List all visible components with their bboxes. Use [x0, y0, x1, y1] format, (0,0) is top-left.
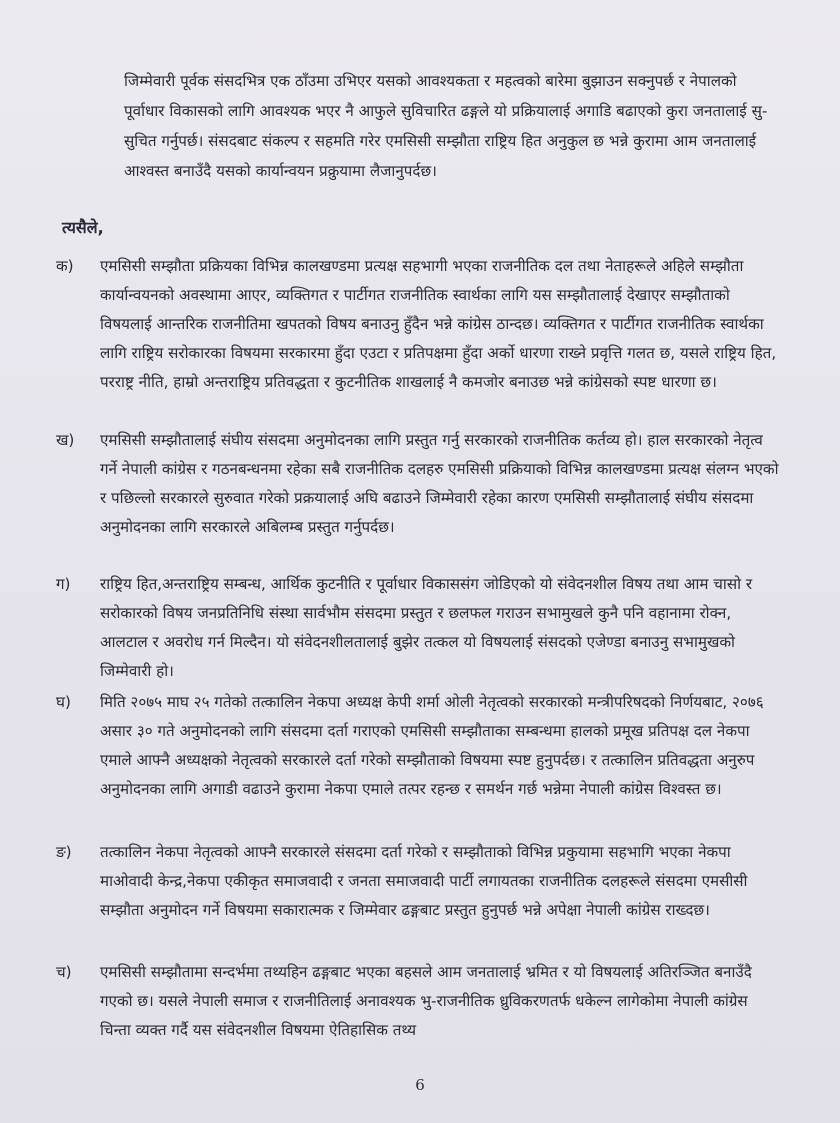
list-item-marker: च) [56, 963, 72, 981]
list-item-marker: घ) [56, 693, 71, 711]
list-item-text: तत्कालिन नेकपा नेतृत्वको आफ्नै सरकारले संसदमा दर्ता गरेको र सम्झौताको विभिन्न प्रकुयामा सहभागि भएका नेकपा माओवादी केन्द्र,नेकपा एकीकृत समाजवादी र जनता समाजवादी पार्टी लगायतका राजनीतिक दलहरूले संसदमा एमसीसी सम्झौता अनुमोदन गर्ने विषयमा सकारात्मक र जिम्मेवार ढङ्गबाट प्रस्तुत हुनुपर्छ भन्ने अपेक्षा नेपाली कांग्रेस राख्दछ। [100, 843, 748, 919]
page-number: 6 [415, 1076, 425, 1094]
list-item-cha [56, 958, 784, 1045]
section-heading: त्यसैले, [62, 218, 104, 237]
list-item-text: एमसिसी सम्झौतामा सन्दर्भमा तथ्यहिन ढङ्गबाट भएका बहसले आम जनतालाई भ्रमित र यो विषयलाई अतिरञ्जित बनाउँदै गएको छ। यसले नेपाली समाज र राजनीतिलाई अनावश्यक भु-राजनीतिक ध्रुविकरणतर्फ धकेल्न लागेकोमा नेपाली कांग्रेस चिन्ता व्यक्त गर्दै यस संवेदनशील विषयमा ऐतिहासिक तथ्य [100, 963, 752, 1039]
list-item-ka [56, 252, 784, 397]
list-item-marker: क) [56, 257, 74, 275]
list-item-ga [56, 570, 784, 686]
intro-paragraph: जिम्मेवारी पूर्वक संसदभित्र एक ठाँउमा उभिएर यसको आवश्यकता र महत्वको बारेमा बुझाउन सक्नुपर्छ र नेपालको पूर्वाधार विकासको लागि आवश्यक भएर नै आफुले सुविचारित ढङ्गले यो प्रक्रियालाई अगाडि बढाएको कुरा जनतालाई सु-सुचित गर्नुपर्छ। संसदबाट संकल्प र सहमति गरेर एमसिसी सम्झौता राष्ट्रिय हित अनुकुल छ भन्ने कुरामा आम जनतालाई आश्वस्त बनाउँदै यसको कार्यान्वयन प्रक्रुयामा लैजानुपर्दछ। [124, 72, 768, 180]
list-item-kha [56, 426, 784, 542]
list-item-nga [56, 838, 784, 925]
list-item-text: एमसिसी सम्झौतालाई संघीय संसदमा अनुमोदनका लागि प्रस्तुत गर्नु सरकारको राजनीतिक कर्तव्य हो। हाल सरकारको नेतृत्व गर्ने नेपाली कांग्रेस र गठनबन्धनमा रहेका सबै राजनीतिक दलहरु एमसिसी प्रक्रियाको विभिन्न कालखण्डमा प्रत्यक्ष संलग्न भएको र पछिल्लो सरकारले सुरुवात गरेको प्रक्रयालाई अघि बढाउने जिम्मेवारी रहेका कारण एमसिसी सम्झौतालाई संघीय संसदमा अनुमोदनका लागि सरकारले अबिलम्ब प्रस्तुत गर्नुपर्दछ। [100, 431, 779, 536]
list-item-marker: ख) [56, 431, 75, 449]
list-item-text: राष्ट्रिय हित,अन्तराष्ट्रिय सम्बन्ध, आर्थिक कुटनीति र पूर्वाधार विकाससंग जोडिएको यो संवेदनशील विषय तथा आम चासो र सरोकारको विषय जनप्रतिनिधि संस्था सार्वभौम संसदमा प्रस्तुत र छलफल गराउन सभामुखले कुनै पनि वहानामा रोक्न, आलटाल र अवरोध गर्न मिल्दैन। यो संवेदनशीलतालाई बुझेर तत्कल यो विषयलाई संसदको एजेण्डा बनाउनु सभामुखको जिम्मेवारी हो। [100, 575, 753, 680]
list-item-gha [56, 688, 784, 804]
list-item-marker: ग) [56, 575, 71, 593]
list-item-marker: ङ) [56, 843, 72, 861]
list-item-text: मिति २०७५ माघ २५ गतेको तत्कालिन नेकपा अध्यक्ष केपी शर्मा ओली नेतृत्वको सरकारको मन्त्रीपरिषदको निर्णयबाट, २०७६ असार ३० गते अनुमोदनको लागि संसदमा दर्ता गराएको एमसिसी सम्झौताका सम्बन्धमा हालको प्रमूख प्रतिपक्ष दल नेकपा एमाले आफ्नै अध्यक्षको नेतृत्वको सरकारले दर्ता गरेको सम्झौताको विषयमा स्पष्ट हुनुपर्दछ। र तत्कालिन प्रतिवद्धता अनुरुप अनुमोदनका लागि अगाडी वढाउने कुरामा नेकपा एमाले तत्पर रहन्छ र समर्थन गर्छ भन्नेमा नेपाली कांग्रेस विश्वस्त छ। [100, 693, 764, 798]
list-item-text: एमसिसी सम्झौता प्रक्रियका विभिन्न कालखण्डमा प्रत्यक्ष सहभागी भएका राजनीतिक दल तथा नेताहरूले अहिले सम्झौता कार्यान्वयनको अवस्थामा आएर, व्यक्तिगत र पार्टीगत राजनीतिक स्वार्थका लागि यस सम्झौतालाई देखाएर सम्झौताको विषयलाई आन्तरिक राजनीतिमा खपतको विषय बनाउनु हुँदैन भन्ने कांग्रेस ठान्दछ। व्यक्तिगत र पार्टीगत राजनीतिक स्वार्थका लागि राष्ट्रिय सरोकारका विषयमा सरकारमा हुँदा एउटा र प्रतिपक्षमा हुँदा अर्को धारणा राख्ने प्रवृत्ति गलत छ, यसले राष्ट्रिय हित, परराष्ट्र नीति, हाम्रो अन्तराष्ट्रिय प्रतिवद्धता र कुटनीतिक शाखलाई नै कमजोर बनाउछ भन्ने कांग्रेसको स्पष्ट धारणा छ। [100, 257, 777, 391]
